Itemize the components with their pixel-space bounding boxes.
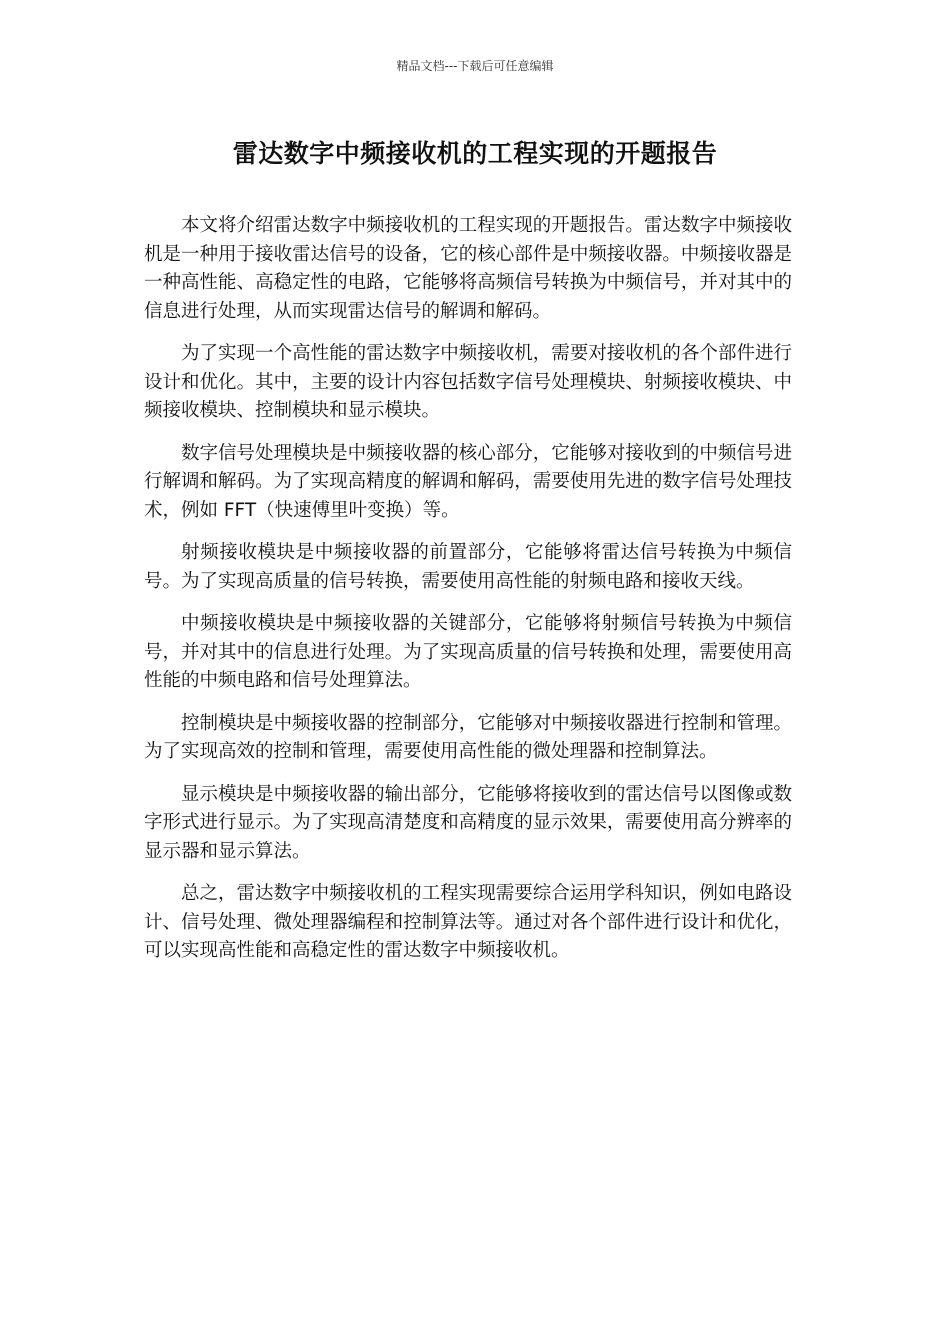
paragraph-dsp-module: 数字信号处理模块是中频接收器的核心部分，它能够对接收到的中频信号进行解调和解码。为了实现高精度的解调和解码，需要使用先进的数字信号处理技术，例如 FFT（快速傅里叶变换）等。 (144, 442, 792, 521)
paragraph-intro: 本文将介绍雷达数字中频接收机的工程实现的开题报告。雷达数字中频接收机是一种用于接收雷达信号的设备，它的核心部件是中频接收器。中频接收器是一种高性能、高稳定性的电路，它能够将高频信号转换为中频信号，并对其中的信息进行处理，从而实现雷达信号的解调和解码。 (144, 215, 792, 322)
paragraph-conclusion: 总之，雷达数字中频接收机的工程实现需要综合运用学科知识，例如电路设计、信号处理、微处理器编程和控制算法等。通过对各个部件进行设计和优化，可以实现高性能和高稳定性的雷达数字中频接收机。 (144, 883, 792, 961)
page-header: 精品文档---下载后可任意编辑 (396, 59, 554, 73)
paragraph-display-module: 显示模块是中频接收器的输出部分，它能够将接收到的雷达信号以图像或数字形式进行显示。为了实现高清楚度和高精度的显示效果，需要使用高分辨率的显示器和显示算法。 (144, 783, 792, 862)
document-body (144, 212, 792, 980)
paragraph-rf-module: 射频接收模块是中频接收器的前置部分，它能够将雷达信号转换为中频信号。为了实现高质量的信号转换，需要使用高性能的射频电路和接收天线。 (144, 542, 792, 592)
paragraph-control-module: 控制模块是中频接收器的控制部分，它能够对中频接收器进行控制和管理。为了实现高效的控制和管理，需要使用高性能的微处理器和控制算法。 (144, 712, 792, 762)
paragraph-design-overview: 为了实现一个高性能的雷达数字中频接收机，需要对接收机的各个部件进行设计和优化。其中，主要的设计内容包括数字信号处理模块、射频接收模块、中频接收模块、控制模块和显示模块。 (144, 343, 792, 421)
document-title: 雷达数字中频接收机的工程实现的开题报告 (232, 139, 718, 168)
paragraph-if-module: 中频接收模块是中频接收器的关键部分，它能够将射频信号转换为中频信号，并对其中的信息进行处理。为了实现高质量的信号转换和处理，需要使用高性能的中频电路和信号处理算法。 (144, 613, 792, 691)
